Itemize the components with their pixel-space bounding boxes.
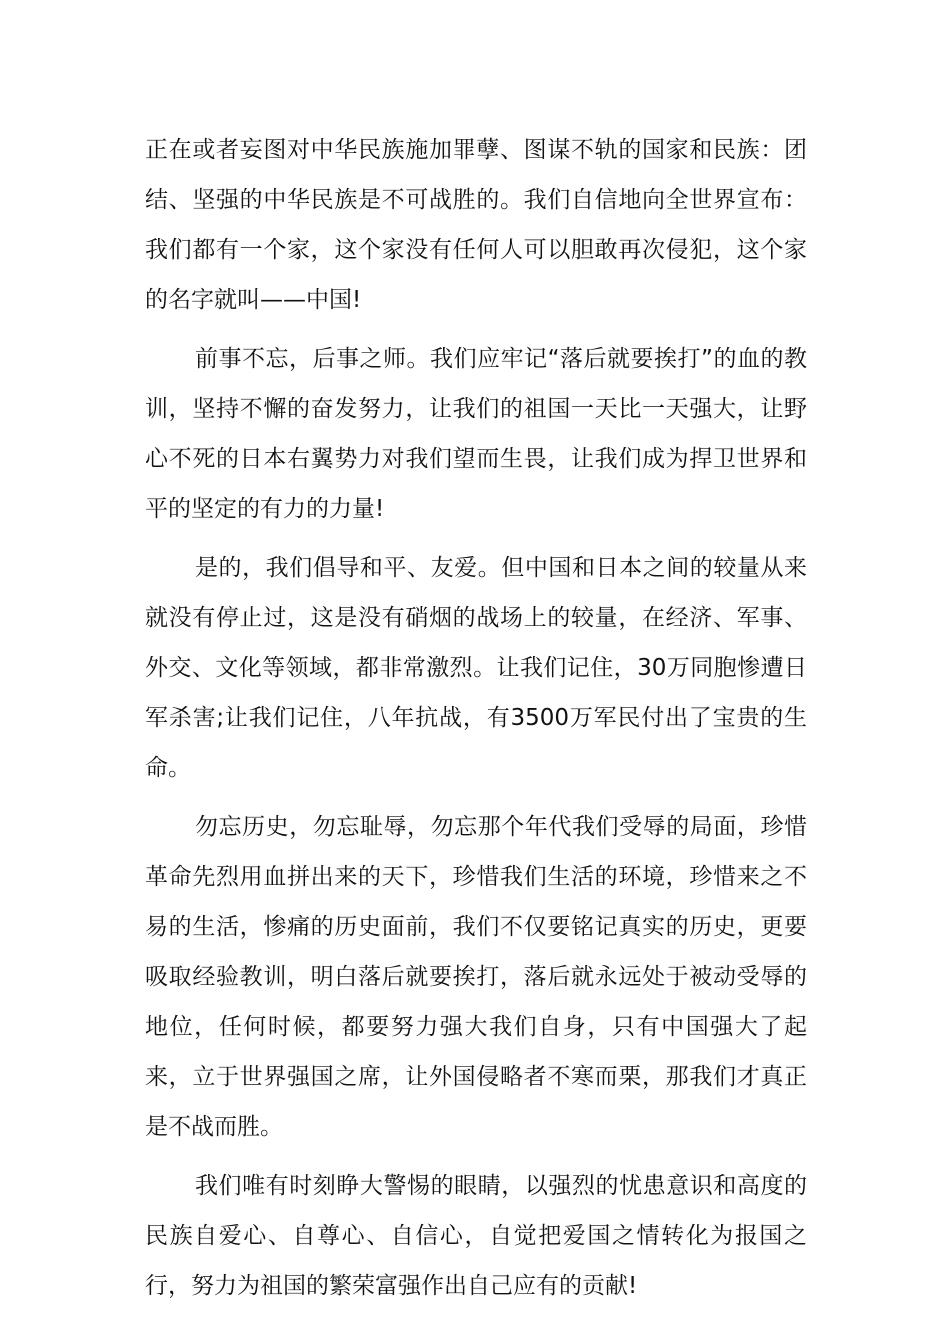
- paragraph-2: 前事不忘，后事之师。我们应牢记“落后就要挨打”的血的教训，坚持不懈的奋发努力，让我们的祖国一天比一天强大，让野心不死的日本右翼势力对我们望而生畏，让我们成为捍卫世界和平的坚定的有力的力量!: [145, 346, 807, 522]
- paragraph-4: 勿忘历史，勿忘耻辱，勿忘那个年代我们受辱的局面，珍惜革命先烈用血拼出来的天下，珍惜我们生活的环境，珍惜来之不易的生活，惨痛的历史面前，我们不仅要铭记真实的历史，更要吸取经验教训，明白落后就要挨打，落后就永远处于被动受辱的地位，任何时候，都要努力强大我们自身，只有中国强大了起来，立于世界强国之席，让外国侵略者不寒而栗，那我们才真正是不战而胜。: [145, 814, 807, 1140]
- document-body: [145, 125, 807, 1320]
- paragraph-3: 是的，我们倡导和平、友爱。但中国和日本之间的较量从来就没有停止过，这是没有硝烟的战场上的较量，在经济、军事、外交、文化等领域，都非常激烈。让我们记住，30万同胞惨遭日军杀害;让我们记住，八年抗战，有3500万军民付出了宝贵的生命。: [145, 555, 807, 781]
- paragraph-5: 我们唯有时刻睁大警惕的眼睛，以强烈的忧患意识和高度的民族自爱心、自尊心、自信心，自觉把爱国之情转化为报国之行，努力为祖国的繁荣富强作出自己应有的贡献!: [145, 1173, 807, 1299]
- paragraph-1: 正在或者妄图对中华民族施加罪孽、图谋不轨的国家和民族：团结、坚强的中华民族是不可战胜的。我们自信地向全世界宣布：我们都有一个家，这个家没有任何人可以胆敢再次侵犯，这个家的名字就叫——中国!: [145, 137, 807, 313]
